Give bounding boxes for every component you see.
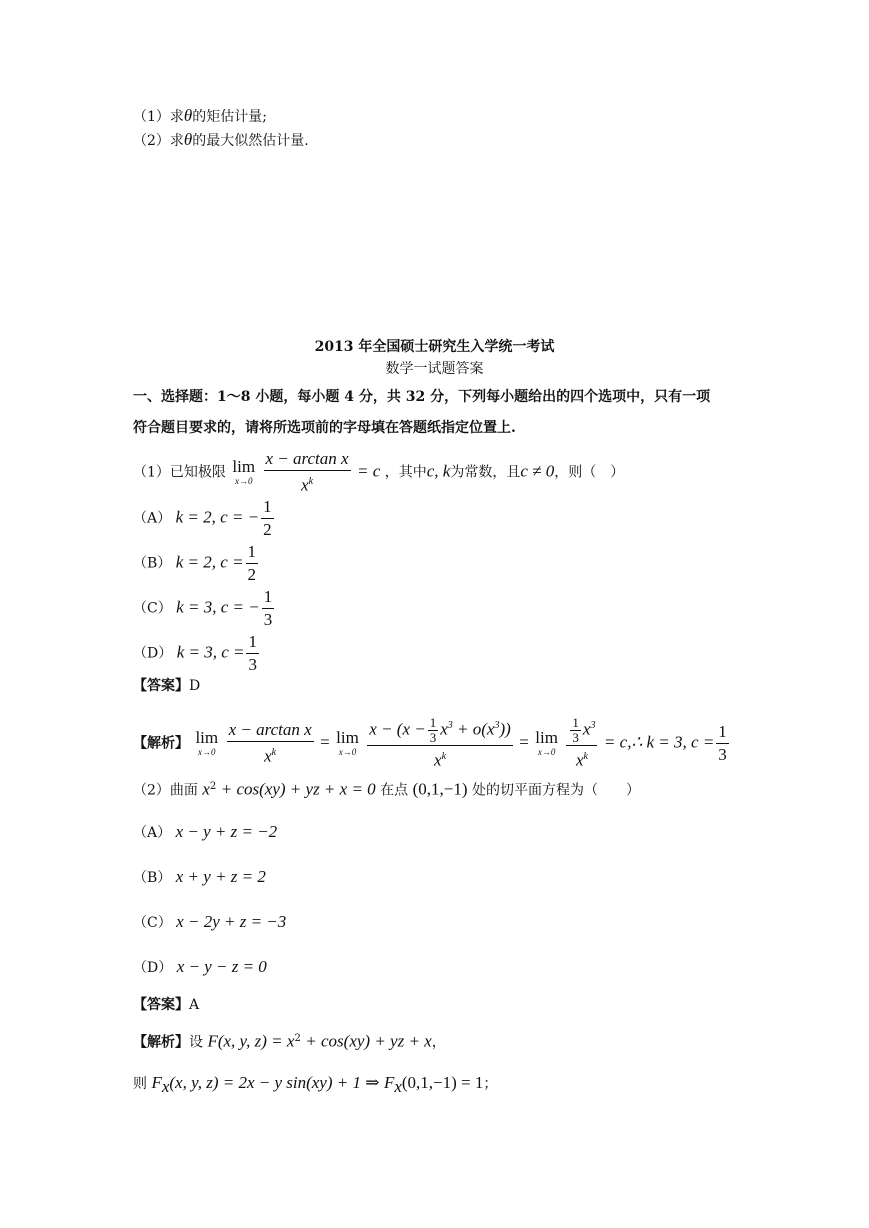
answer-value: A bbox=[189, 997, 200, 1013]
an-num-2a: x − (x − bbox=[369, 719, 426, 739]
exp-three: 3 bbox=[447, 720, 453, 731]
answer-label: 【答案】 bbox=[133, 997, 189, 1013]
q2-tail: 处的切平面方程为（ ） bbox=[471, 782, 640, 799]
q2-answer bbox=[133, 995, 199, 1015]
lim-operator: lim bbox=[195, 728, 219, 748]
q2-analysis-1 bbox=[133, 1029, 446, 1053]
lim-subscript: x→0 bbox=[537, 747, 556, 758]
an-fraction-2 bbox=[367, 715, 513, 772]
q1-den-exp: k bbox=[308, 476, 314, 487]
option-fraction bbox=[261, 496, 274, 541]
option-expr: x − y − z = 0 bbox=[176, 957, 267, 976]
an2-F: F bbox=[151, 1073, 162, 1092]
option-num: 1 bbox=[261, 496, 274, 519]
an2-F2: F bbox=[383, 1073, 395, 1092]
an1-pre: 设 bbox=[189, 1034, 203, 1051]
an-third-den: 3 bbox=[429, 730, 437, 746]
option-label: （D） bbox=[133, 960, 173, 976]
section-heading-line1: 一、选择题：1～8 小题，每小题 4 分，共 32 分，下列每小题给出的四个选项中，只有一项 bbox=[133, 389, 711, 405]
option-den: 2 bbox=[247, 565, 257, 584]
q1-numerator: x − arctan x bbox=[264, 448, 351, 471]
analysis-label: 【解析】 bbox=[133, 1034, 189, 1051]
exp-two: 2 bbox=[294, 1033, 301, 1044]
an-num-2 bbox=[367, 715, 513, 746]
an-den-exp: k bbox=[441, 751, 447, 763]
exp-three: 3 bbox=[590, 720, 596, 731]
option-den: 2 bbox=[263, 520, 272, 539]
q1-prefix: （1）已知极限 bbox=[133, 464, 226, 481]
q2-option-a bbox=[133, 822, 277, 843]
exp-three: 3 bbox=[494, 720, 500, 731]
q1-mid: ，其中 bbox=[384, 464, 427, 481]
an2-val: (0,1,−1) = 1 bbox=[401, 1073, 484, 1092]
an-limit-2 bbox=[336, 729, 359, 757]
option-den: 3 bbox=[248, 655, 257, 674]
q2-option-c bbox=[133, 912, 286, 933]
option-num: 1 bbox=[246, 631, 259, 654]
option-num: 1 bbox=[262, 586, 275, 609]
q1-den-base: x bbox=[301, 475, 309, 495]
an2-sub: x bbox=[161, 1076, 170, 1096]
option-expr: x − 2y + z = −3 bbox=[176, 912, 287, 931]
an-num-1: x − arctan x bbox=[227, 719, 314, 742]
option-label: （A） bbox=[133, 825, 172, 841]
option-fraction bbox=[246, 631, 259, 676]
an-x: x bbox=[582, 719, 591, 739]
an-num-2b: x bbox=[440, 719, 448, 739]
an-third-num: 1 bbox=[572, 715, 579, 731]
an-third-num: 1 bbox=[429, 715, 437, 731]
intro-q2-tail: 的最大似然估计量. bbox=[192, 133, 309, 149]
intro-q1 bbox=[133, 106, 267, 127]
q2-point: (0,1,−1) bbox=[412, 779, 468, 799]
option-expr: x + y + z = 2 bbox=[175, 867, 266, 886]
lim-operator: lim bbox=[535, 728, 558, 748]
an-third bbox=[428, 716, 439, 745]
intro-q1-prefix: （1）求 bbox=[133, 109, 184, 125]
option-label: （B） bbox=[133, 555, 172, 572]
theta-symbol: θ bbox=[183, 106, 193, 125]
q2-analysis-2 bbox=[133, 1073, 497, 1097]
an-den-base: x bbox=[434, 750, 442, 770]
option-label: （C） bbox=[133, 915, 172, 931]
option-expr: x − y + z = −2 bbox=[175, 822, 278, 841]
an-den-1 bbox=[227, 742, 314, 768]
equals-sign: = bbox=[320, 732, 330, 752]
q1-const: 为常数，且 bbox=[450, 464, 521, 481]
option-expr: k = 3, c = bbox=[176, 642, 245, 662]
q2-at: 在点 bbox=[380, 782, 409, 799]
lim-subscript: x→0 bbox=[234, 476, 253, 487]
q1-option-d bbox=[133, 631, 261, 676]
q2-surface-x: x bbox=[202, 779, 210, 799]
an1-expr: F(x, y, z) = x bbox=[207, 1031, 295, 1051]
lim-operator: lim bbox=[336, 728, 359, 748]
an-den-exp: k bbox=[271, 747, 277, 759]
equals-sign: = bbox=[519, 732, 529, 752]
option-label: （A） bbox=[133, 510, 172, 527]
lim-operator: lim bbox=[232, 457, 256, 477]
lim-subscript: x→0 bbox=[338, 747, 357, 758]
q1-analysis bbox=[133, 715, 731, 772]
an-den-exp: k bbox=[583, 751, 588, 763]
section-heading-line2: 符合题目要求的，请将所选项前的字母填在答题纸指定位置上. bbox=[133, 420, 516, 436]
an-num-3 bbox=[566, 715, 597, 746]
exp-two: 2 bbox=[209, 781, 217, 792]
q1-option-b bbox=[133, 541, 260, 586]
option-label: （B） bbox=[133, 870, 172, 886]
option-fraction bbox=[262, 586, 275, 631]
an-den-3 bbox=[566, 746, 597, 772]
q1-limit bbox=[232, 458, 255, 486]
q1-option-a bbox=[133, 496, 276, 541]
option-label: （C） bbox=[133, 600, 172, 617]
an-fraction-1 bbox=[227, 719, 314, 768]
lim-subscript: x→0 bbox=[198, 747, 216, 758]
an-res-num: 1 bbox=[716, 721, 729, 744]
an2-tail: ； bbox=[483, 1076, 498, 1092]
q2-surface-rest: + cos(xy) + yz + x = 0 bbox=[220, 779, 376, 799]
an-result-fraction bbox=[716, 721, 729, 766]
option-label: （D） bbox=[133, 645, 173, 662]
answer-value: D bbox=[189, 678, 201, 694]
option-num: 1 bbox=[246, 541, 259, 564]
intro-q1-tail: 的矩估计量; bbox=[192, 109, 267, 125]
exam-title: 2013 年全国硕士研究生入学统一考试 bbox=[314, 339, 555, 355]
intro-q2 bbox=[133, 130, 309, 151]
q1-equals-c: = c bbox=[357, 461, 381, 481]
an-num-2d: )) bbox=[499, 719, 511, 739]
option-den: 3 bbox=[263, 610, 273, 629]
an-limit-3 bbox=[535, 729, 558, 757]
an-third-b bbox=[570, 716, 581, 745]
an-fraction-3 bbox=[566, 715, 597, 772]
q1-stem bbox=[133, 448, 624, 497]
an1-rest: + cos(xy) + yz + x bbox=[305, 1031, 432, 1051]
q1-ck: c, k bbox=[426, 461, 451, 481]
q1-c-nonzero: c ≠ 0 bbox=[520, 461, 555, 481]
option-expr: k = 2, c = − bbox=[175, 507, 260, 527]
option-fraction bbox=[246, 541, 259, 586]
an-den-base: x bbox=[264, 746, 272, 766]
an-num-2c: + o(x bbox=[457, 719, 495, 739]
an-limit-1 bbox=[195, 729, 218, 757]
option-expr: k = 2, c = bbox=[175, 552, 244, 572]
theta-symbol: θ bbox=[183, 130, 193, 149]
an-den-2 bbox=[367, 746, 513, 772]
an-res-den: 3 bbox=[718, 744, 727, 764]
an-third-den: 3 bbox=[572, 730, 579, 746]
q2-option-d bbox=[133, 957, 267, 978]
an2-expr: (x, y, z) = 2x − y sin(xy) + 1 ⇒ bbox=[169, 1073, 380, 1092]
an2-pre: 则 bbox=[133, 1076, 147, 1092]
q2-prefix: （2）曲面 bbox=[133, 782, 198, 799]
an-result: = c,∴ k = 3, c = bbox=[603, 732, 715, 752]
q1-fraction bbox=[264, 448, 351, 497]
analysis-label: 【解析】 bbox=[133, 735, 189, 752]
an1-tail: ， bbox=[431, 1034, 446, 1051]
answer-label: 【答案】 bbox=[133, 678, 189, 694]
intro-q2-prefix: （2）求 bbox=[133, 133, 184, 149]
q2-stem bbox=[133, 777, 640, 801]
q1-answer bbox=[133, 676, 200, 696]
exam-subtitle: 数学一试题答案 bbox=[385, 361, 484, 377]
option-expr: k = 3, c = − bbox=[176, 597, 260, 617]
q1-denominator bbox=[264, 471, 351, 497]
q1-tail: ，则（ ） bbox=[554, 464, 625, 481]
q1-option-c bbox=[133, 586, 276, 631]
an-den-base: x bbox=[575, 750, 584, 770]
an2-sub2: x bbox=[394, 1076, 402, 1096]
q2-option-b bbox=[133, 867, 266, 888]
